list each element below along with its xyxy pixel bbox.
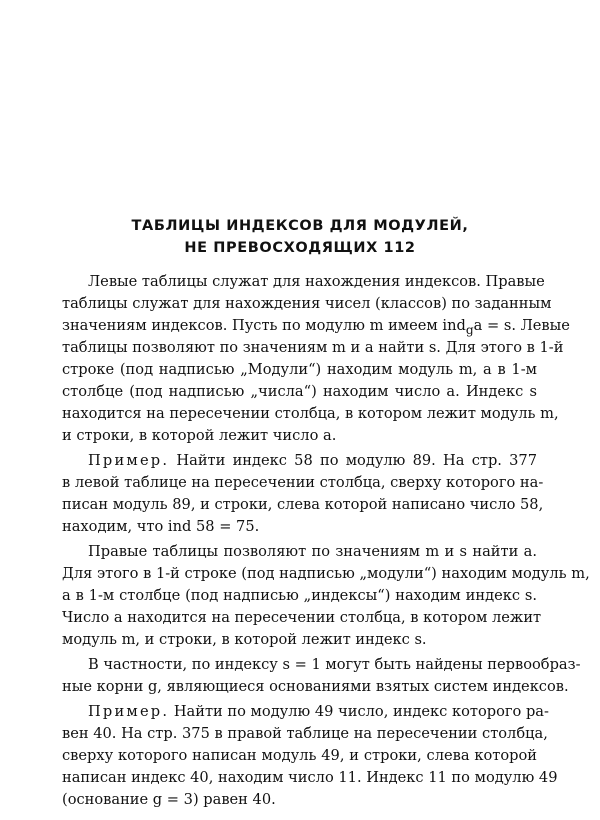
example-label: Пример.	[88, 452, 170, 469]
text-line	[88, 702, 549, 722]
text-line-part: значениям индексов. Пусть по модулю m имеем ind	[62, 317, 466, 334]
text-line: Правые таблицы позволяют по значениям m и s найти a.	[88, 543, 537, 560]
subscript-g: g	[465, 322, 474, 337]
text-line: вен 40. На стр. 375 в правой таблице на пересечении столбца,	[62, 725, 548, 742]
text-line: находится на пересечении столбца, в котором лежит модуль m,	[62, 405, 559, 422]
text-line: находим, что ind 58 = 75.	[62, 518, 260, 535]
example-label: Пример.	[88, 703, 170, 720]
text-line: ные корни g, являющиеся основаниями взятых систем индексов.	[62, 678, 569, 695]
text-line: сверху которого написан модуль 49, и строки, слева которой	[62, 747, 537, 764]
text-line: писан модуль 89, и строки, слева которой написано число 58,	[62, 496, 544, 513]
text-line: модуль m, и строки, в которой лежит индекс s.	[62, 631, 427, 648]
text-line: написан индекс 40, находим число 11. Индекс 11 по модулю 49	[62, 769, 558, 786]
text-line	[88, 451, 537, 471]
text-line-part: Найти индекс 58 по модулю 89. На стр. 377	[176, 452, 537, 469]
text-line: Левые таблицы служат для нахождения индексов. Правые	[88, 273, 545, 290]
text-line	[62, 316, 570, 340]
text-line: и строки, в которой лежит число a.	[62, 427, 337, 444]
text-line: столбце (под надписью „числа“) находим число a. Индекс s	[62, 383, 537, 400]
text-line-part: a = s. Левые	[473, 317, 570, 334]
text-line: (основание g = 3) равен 40.	[62, 791, 276, 808]
text-line: таблицы позволяют по значениям m и a найти s. Для этого в 1-й	[62, 339, 564, 356]
text-line: в левой таблице на пересечении столбца, сверху которого на-	[62, 474, 544, 491]
text-line: Число a находится на пересечении столбца, в котором лежит	[62, 609, 542, 626]
section-title-line-1: ТАБЛИЦЫ ИНДЕКСОВ ДЛЯ МОДУЛЕЙ,	[131, 218, 469, 234]
text-line: а в 1-м столбце (под надписью „индексы“) находим индекс s.	[62, 587, 537, 604]
text-line: таблицы служат для нахождения чисел (классов) по заданным	[62, 295, 552, 312]
text-line-part: Найти по модулю 49 число, индекс которого ра-	[173, 703, 549, 720]
text-line: строке (под надписью „Модули“) находим модуль m, а в 1-м	[62, 361, 537, 378]
text-line: В частности, по индексу s = 1 могут быть найдены первообраз-	[88, 656, 581, 673]
text-line: Для этого в 1-й строке (под надписью „модули“) находим модуль m,	[62, 565, 590, 582]
section-title-line-2: НЕ ПРЕВОСХОДЯЩИХ 112	[184, 240, 416, 256]
